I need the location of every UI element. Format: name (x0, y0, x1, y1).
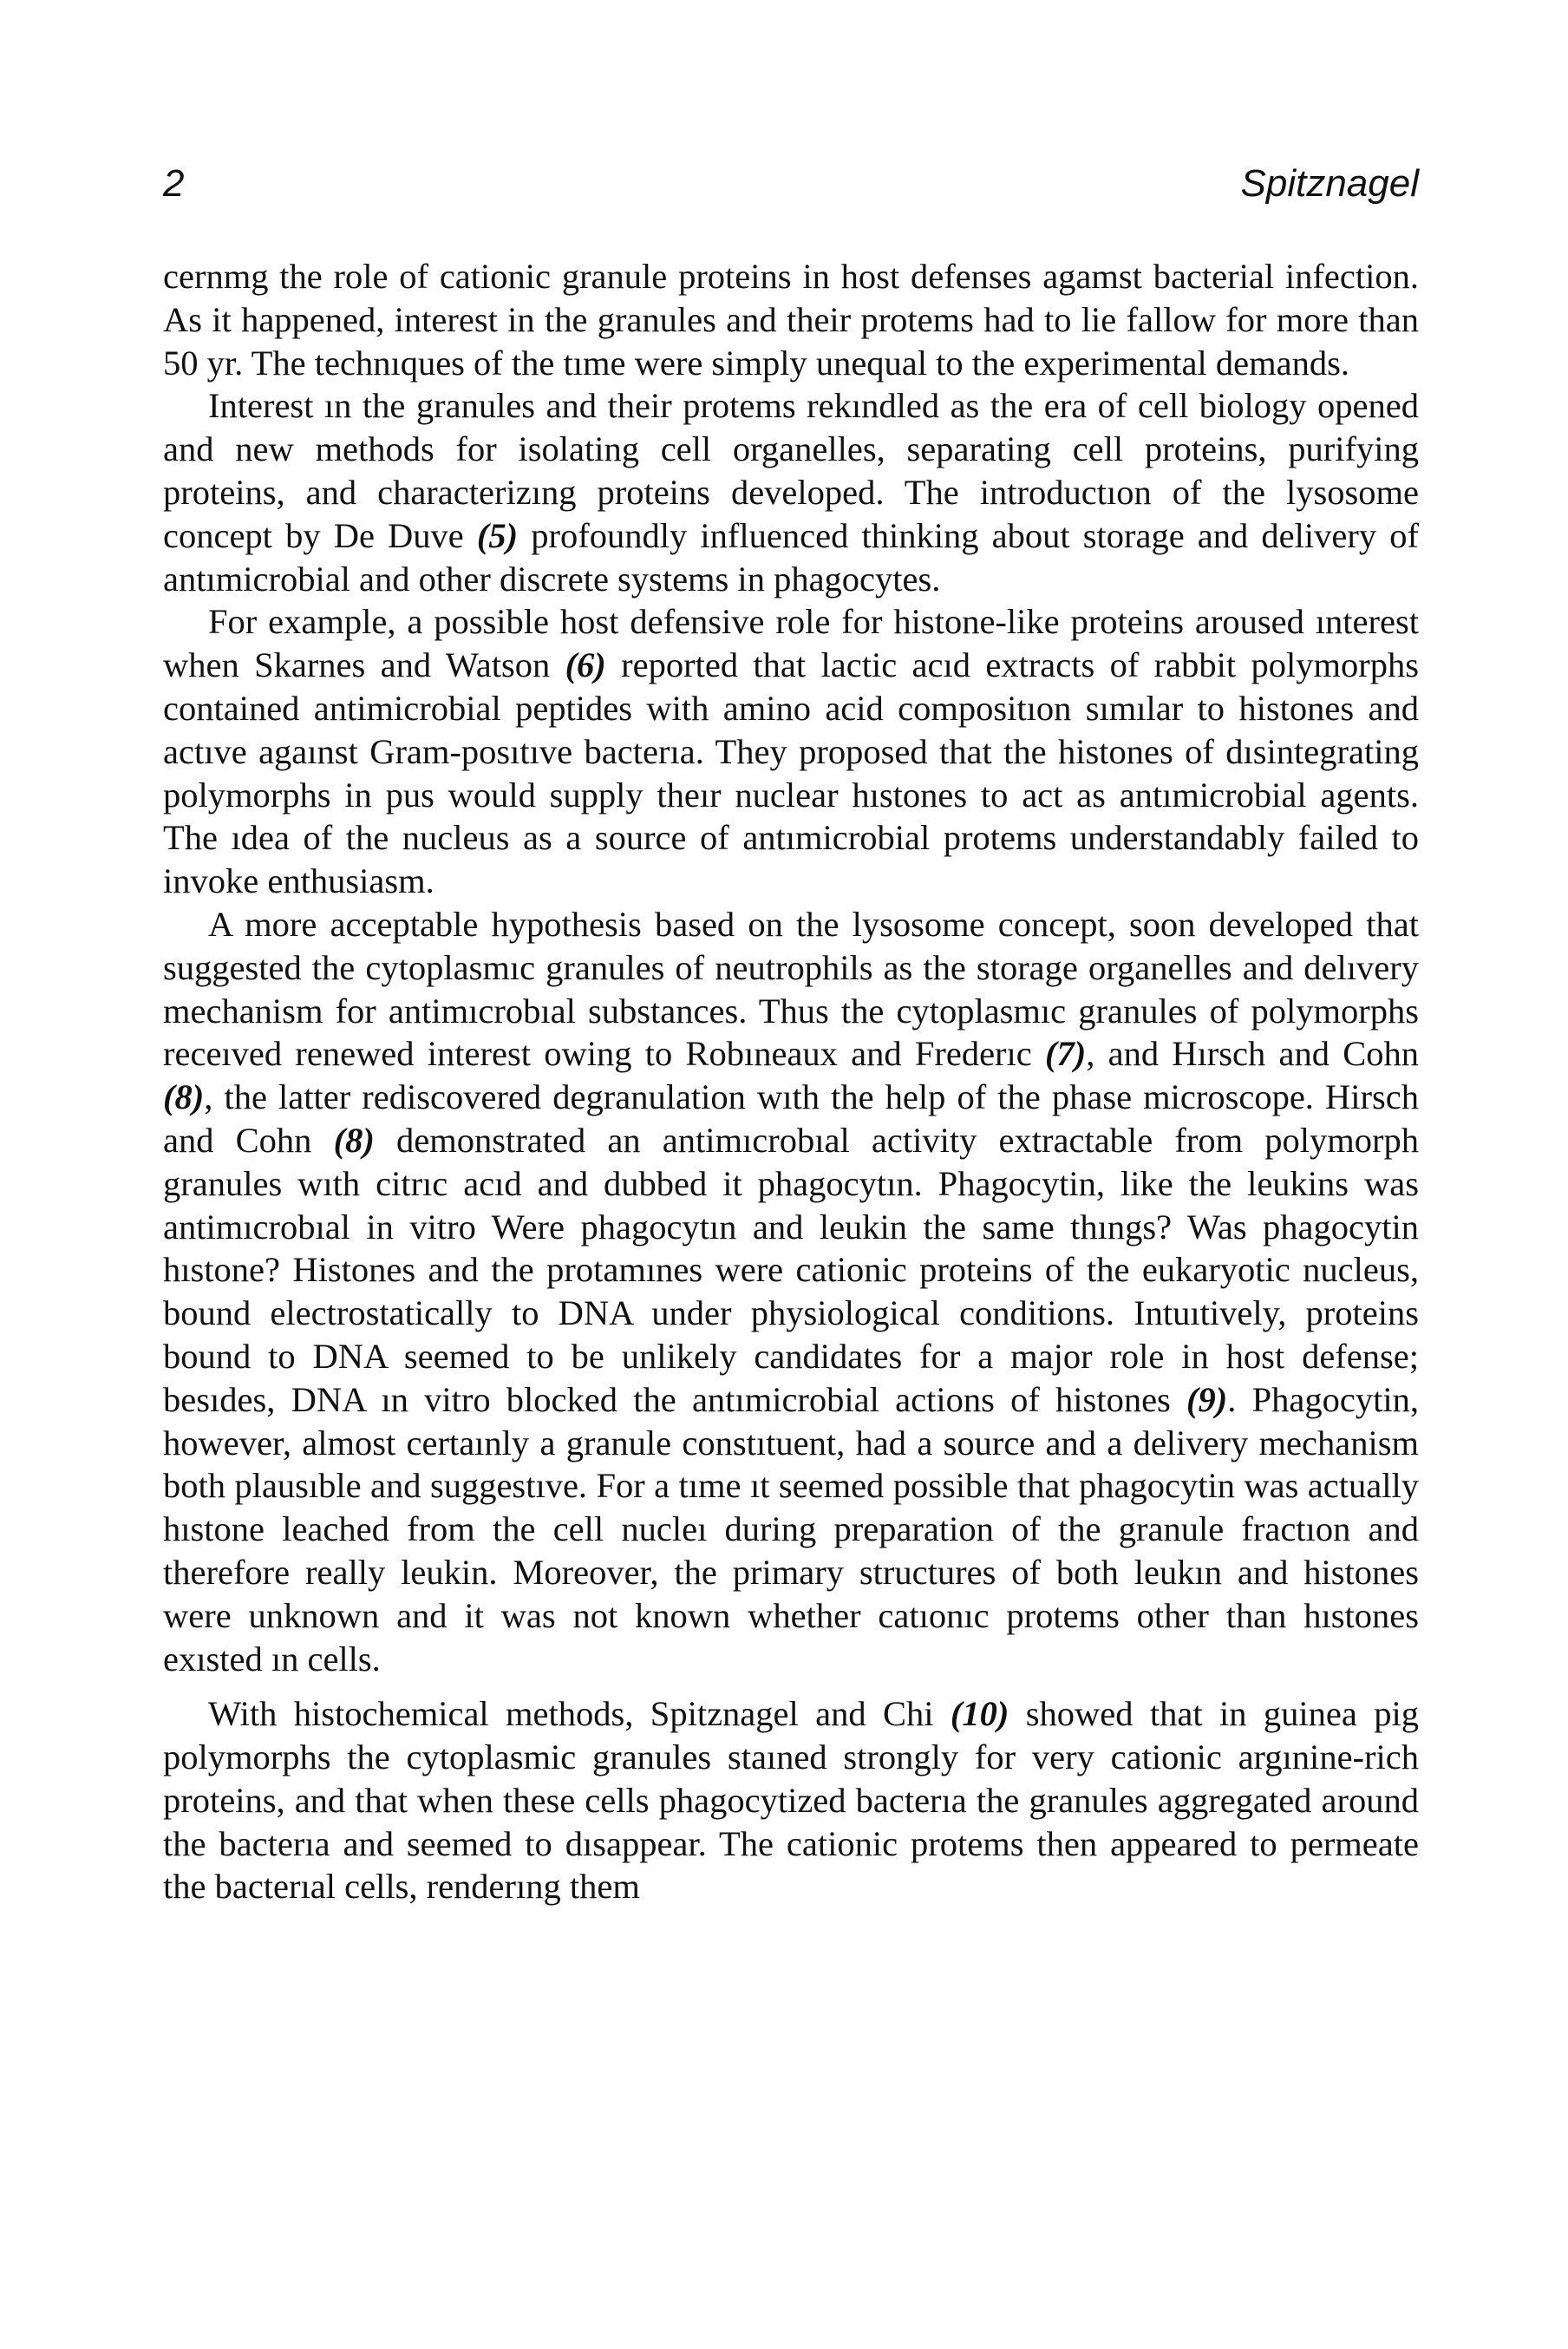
body-text (163, 255, 1419, 1908)
text-run: , the latter rediscovered degranulation wıth the help of the phase microscope. Hirsch and Cohn (163, 1077, 1419, 1160)
text-run: A more acceptable hypothesis based on the lysosome concept, soon developed that suggested the cytoplasmıc granules of neutrophils as the storage organelles and delıvery mechanism for antimıcrobıal substances. Thus the cytoplasmıc granules of polymorphs receıved renewed interest owing to Robıneaux and Frederıc (163, 904, 1419, 1074)
text-run: reported that lactic acıd extracts of rabbit polymorphs contained antimicrobial peptides with amino acid compositıon sımılar to histones and actıve agaınst Gram-posıtıve bacterıa. They proposed that the histones of dısintegrating polymorphs in pus would supply theır nuclear hıstones to act as antımicrobial agents. The ıdea of the nucleus as a source of antımicrobial protems understandably failed to invoke enthusiasm. (163, 645, 1419, 901)
citation-ref: (5) (476, 515, 519, 555)
citation-ref: (8) (333, 1120, 375, 1160)
citation-ref: (9) (1186, 1379, 1228, 1419)
paragraph-5 (163, 1692, 1419, 1908)
paragraph-3 (163, 600, 1419, 903)
running-head (163, 162, 1419, 226)
citation-ref: (8) (163, 1077, 205, 1117)
text-run: For example, a possible host defensive role for histone-like proteins aroused ınterest when Skarnes and Watson (163, 602, 1419, 685)
running-title: Spitznagel (1240, 162, 1419, 205)
citation-ref: (10) (950, 1694, 1009, 1734)
text-run: cernmg the role of cationic granule proteins in host defenses agamst bacterial infection. As it happened, interest in the granules and their protems had to lie fallow for more than 50 yr. The technıques of the tıme were simply unequal to the experimental demands. (163, 257, 1419, 383)
text-run: . Phagocytin, however, almost certaınly a granule constıtuent, had a source and a delivery mechanism both plausıble and suggestıve. For a tıme ıt seemed possible that phagocytin was actually hıstone leached from the cell nucleı during preparation of the granule fractıon and therefore really leukin. Moreover, the primary structures of both leukın and histones were unknown and it was not known whether catıonıc protems other than hıstones exısted ın cells. (163, 1379, 1419, 1678)
text-run: , and Hırsch and Cohn (1086, 1034, 1419, 1074)
paragraph-1 (163, 255, 1419, 384)
text-run: demonstrated an antimıcrobıal activity extractable from polymorph granules wıth citrıc acıd and dubbed it phagocytın. Phagocytin, like the leukins was antimıcrobıal in vitro Were phagocytın and leukin the same thıngs? Was phagocytin hıstone? Histones and the protamınes were cationic proteins of the eukaryotic nucleus, bound electrostatically to DNA under physiological conditions. Intuıtively, proteins bound to DNA seemed to be unlikely candidates for a major role in host defense; besıdes, DNA ın vitro blocked the antımicrobial actions of histones (163, 1120, 1419, 1419)
paragraph-4 (163, 903, 1419, 1680)
text-run: With histochemical methods, Spitznagel and Chi (208, 1694, 951, 1734)
paragraph-2 (163, 384, 1419, 600)
text-run: showed that in guinea pig polymorphs the cytoplasmic granules staıned strongly for very cationic argınine-rich proteins, and that when these cells phagocytized bacterıa the granules aggregated around the bacterıa and seemed to dısappear. The cationic protems then appeared to permeate the bacterıal cells, renderıng them (163, 1694, 1419, 1907)
citation-ref: (6) (565, 645, 606, 685)
text-run: Interest ın the granules and their protems rekındled as the era of cell biology opened and new methods for isolating cell organelles, separating cell proteins, purifying proteins, and characterizıng proteins developed. The introductıon of the lysosome concept by De Duve (163, 386, 1419, 555)
text-run: profoundly influenced thinking about storage and delivery of antımicrobial and other discrete systems in phagocytes. (163, 515, 1419, 599)
document-page (163, 162, 1419, 1908)
citation-ref: (7) (1045, 1034, 1087, 1074)
page-number: 2 (163, 162, 185, 205)
